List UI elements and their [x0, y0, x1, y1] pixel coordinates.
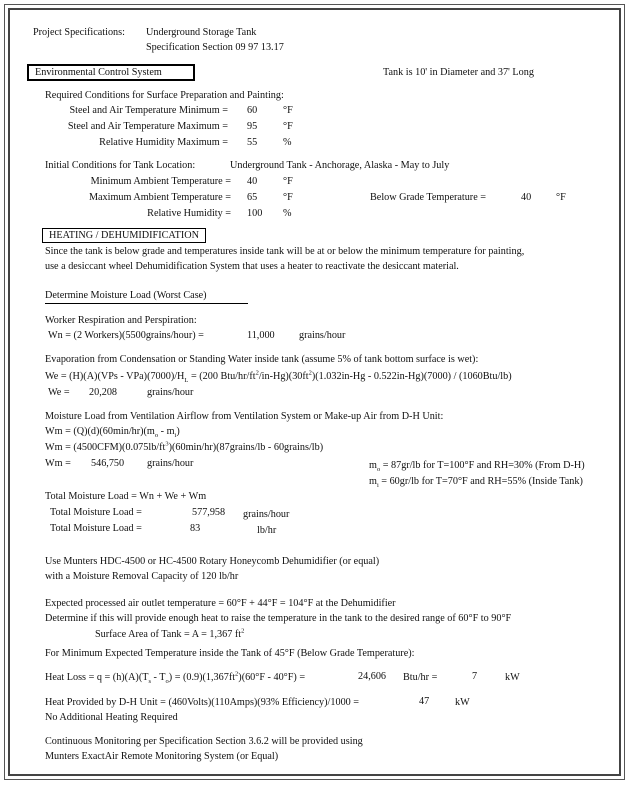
wn-unit: grains/hour — [299, 330, 346, 341]
surface-heading: Required Conditions for Surface Preparation and Painting: — [45, 90, 284, 101]
below-grade-label: Below Grade Temperature = — [370, 192, 487, 203]
initial-row-value: 100 — [247, 208, 263, 219]
heat-provided-value: 47 — [419, 696, 430, 707]
initial-row-label: Maximum Ambient Temperature = — [88, 192, 231, 203]
surface-area: Surface Area of Tank = A = 1,367 $ft^2$ — [95, 627, 245, 640]
vent-heading: Moisture Load from Ventilation Airflow from Ventilation System or Make-up Air from D-H Unit: — [45, 411, 444, 422]
surface-row-label: Steel and Air Temperature Maximum = — [67, 121, 228, 132]
mi-definition: $m_i = 60gr/lb$ for T=70°F and RH=55% (Inside Tank) — [369, 476, 583, 490]
total-lb-unit: lb/hr — [257, 525, 277, 536]
we-formula: $We = (H)(A)(VPs - VPa)(7000)/H_L = (200$ Btu/$hr/ft^2/in-Hg)(30ft^2)(1.032in-Hg - 0.522in-Hg)(7000) / (1060Btu/lb)$ — [45, 369, 512, 385]
monitoring-line1: Continuous Monitoring per Specification Section 3.6.2 will be provided using — [45, 736, 363, 747]
we-unit: grains/hour — [147, 387, 194, 398]
heat-loss-unit: Btu/hr = — [403, 672, 438, 683]
surface-row-value: 55 — [247, 137, 258, 148]
total-lb-value: 83 — [190, 523, 201, 534]
wm-calc: $Wm = (4500CFM)(0.075lb/ft^3)(60\min/hr)(87grains/lb$ - 60grains/lb) — [45, 440, 324, 453]
initial-row-label: Minimum Ambient Temperature = — [90, 176, 231, 187]
wm-value: 546,750 — [91, 458, 125, 469]
heat-loss-value: 24,606 — [358, 671, 387, 682]
outlet-temp: Expected processed air outlet temperature = 60°F + 44°F = 104°F at the Dehumidifier — [45, 598, 396, 609]
initial-row-label: Relative Humidity = — [147, 208, 231, 219]
total-gr-value: 577,958 — [192, 507, 226, 518]
heat-provided-unit: kW — [455, 697, 470, 708]
initial-row-value: 40 — [247, 176, 258, 187]
we-value: 20,208 — [89, 387, 118, 398]
surface-row-unit: °F — [283, 105, 293, 116]
surface-row-label: Relative Humidity Maximum = — [99, 137, 228, 148]
min-expected-temp: For Minimum Expected Temperature inside the Tank of 45°F (Below Grade Temperature): — [45, 648, 415, 659]
heat-provided: Heat Provided by D-H Unit = (460Volts)(110Amps)(93% Efficiency)/1000 = — [45, 697, 360, 708]
wn-formula: Wn = (2 Workers)(5500grains/hour) = — [48, 330, 204, 341]
moisture-heading-underline — [45, 290, 248, 304]
total-formula: Total Moisture Load = Wn + We + Wm — [45, 491, 207, 502]
total-gr-label: Total Moisture Load = — [50, 507, 142, 518]
heating-text-line1: Since the tank is below grade and temperatures inside tank will be at or below the minimum temperature for painting, — [45, 246, 525, 257]
monitoring-line2: Munters ExactAir Remote Monitoring System (or Equal) — [45, 751, 279, 762]
tank-size: Tank is 10' in Diameter and 37' Long — [383, 67, 534, 78]
equipment-line1: Use Munters HDC-4500 or HC-4500 Rotary Honeycomb Dehumidifier (or equal) — [45, 556, 380, 567]
we-label: We = — [48, 387, 70, 398]
below-grade-unit: °F — [556, 192, 566, 203]
initial-row-unit: °F — [283, 176, 293, 187]
wm-formula: $Wm = (Q)(d)(60\min/hr)(m_o - m_i)$ — [45, 426, 180, 440]
determine-heat: Determine if this will provide enough heat to raise the temperature in the tank to the desired range of 60°F to 90°F — [45, 613, 512, 624]
heating-text-line2: use a desiccant wheel Dehumidification System that uses a heater to reactivate the desiccant material. — [45, 261, 459, 272]
env-section-title: Environmental Control System — [27, 64, 195, 81]
surface-row-unit: °F — [283, 121, 293, 132]
heat-loss-kw-value: 7 — [472, 671, 478, 682]
evap-heading: Evaporation from Condensation or Standing Water inside tank (assume 5% of tank bottom surface is wet): — [45, 354, 479, 365]
moisture-heading: Determine Moisture Load (Worst Case) — [45, 290, 207, 301]
initial-row-unit: °F — [283, 192, 293, 203]
equipment-line2: with a Moisture Removal Capacity of 120 lb/hr — [45, 571, 239, 582]
tank-location: Underground Tank - Anchorage, Alaska - May to July — [230, 160, 450, 171]
initial-row-value: 65 — [247, 192, 258, 203]
surface-row-label: Steel and Air Temperature Minimum = — [69, 105, 228, 116]
no-additional-heating: No Additional Heating Required — [45, 712, 178, 723]
wm-label: Wm = — [45, 458, 71, 469]
project-name: Underground Storage Tank — [146, 27, 257, 38]
wm-unit: grains/hour — [147, 458, 194, 469]
surface-row-value: 60 — [247, 105, 258, 116]
wn-value: 11,000 — [247, 330, 275, 341]
below-grade-value: 40 — [521, 192, 532, 203]
initial-row-unit: % — [283, 208, 292, 219]
heat-loss-formula: Heat Loss = $q = (h)(A)(T_s - T_o) = (0.9)(1,367ft^2)(60^\circ F - 40^\circ F)$ = — [45, 670, 306, 686]
heat-loss-kw-unit: kW — [505, 672, 520, 683]
surface-row-unit: % — [283, 137, 292, 148]
heating-section-title: HEATING / DEHUMIDIFICATION — [42, 228, 206, 243]
total-gr-unit: grains/hour — [243, 509, 290, 520]
surface-row-value: 95 — [247, 121, 258, 132]
worker-heading: Worker Respiration and Perspiration: — [45, 315, 197, 326]
total-lb-label: Total Moisture Load = — [50, 523, 142, 534]
mo-definition: $m_o = 87gr/lb$ for T=100°F and RH=30% (From D-H) — [369, 460, 585, 474]
spec-section: Specification Section 09 97 13.17 — [146, 42, 284, 53]
initial-heading: Initial Conditions for Tank Location: — [45, 160, 196, 171]
spec-label: Project Specifications: — [33, 27, 125, 38]
